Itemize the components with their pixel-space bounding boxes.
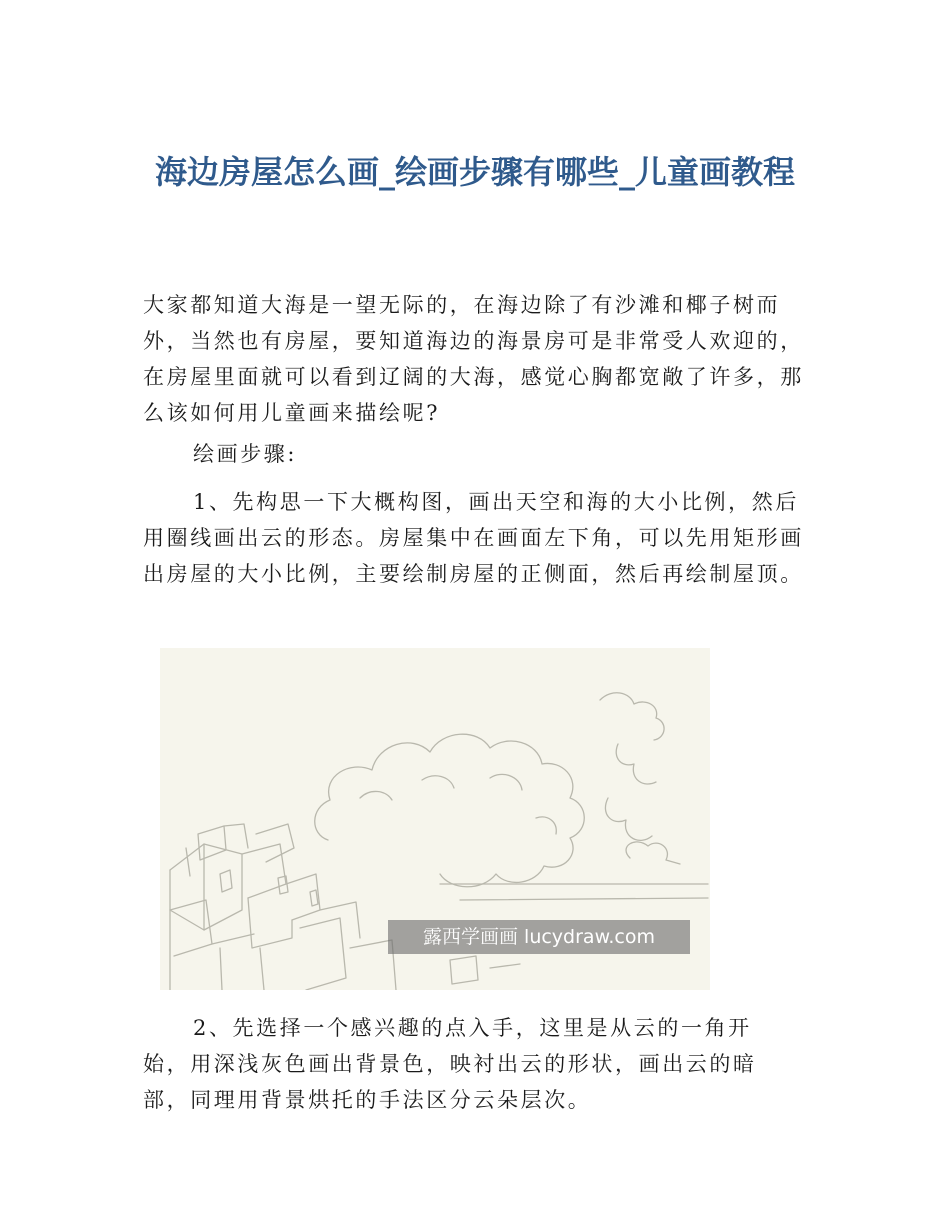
cloud-sketch [315, 734, 585, 887]
steps-heading: 绘画步骤: [193, 442, 298, 466]
page-title: 海边房屋怎么画_绘画步骤有哪些_儿童画教程 [154, 153, 795, 191]
intro-paragraph: 大家都知道大海是一望无际的，在海边除了有沙滩和椰子树而外，当然也有房屋，要知道海边的海景房可是非常受人欢迎的，在房屋里面就可以看到辽阔的大海，感觉心胸都宽敞了许多，那么该如何用儿童画来描绘呢? [143, 293, 804, 425]
watermark-label: 露西学画画 lucydraw.com [388, 920, 690, 954]
step-2-paragraph: 2、先选择一个感兴趣的点入手，这里是从云的一角开始，用深浅灰色画出背景色，映衬出云的形状，画出云的暗部，同理用背景烘托的手法区分云朵层次。 [143, 1016, 757, 1112]
houses-sketch [170, 824, 520, 990]
distant-cloud-sketch [600, 693, 664, 740]
step-1-paragraph: 1、先构思一下大概构图，画出天空和海的大小比例，然后用圈线画出云的形态。房屋集中在画面左下角，可以先用矩形画出房屋的大小比例，主要绘制房屋的正侧面，然后再绘制屋顶。 [143, 490, 804, 586]
pencil-sketch-image [160, 648, 710, 990]
